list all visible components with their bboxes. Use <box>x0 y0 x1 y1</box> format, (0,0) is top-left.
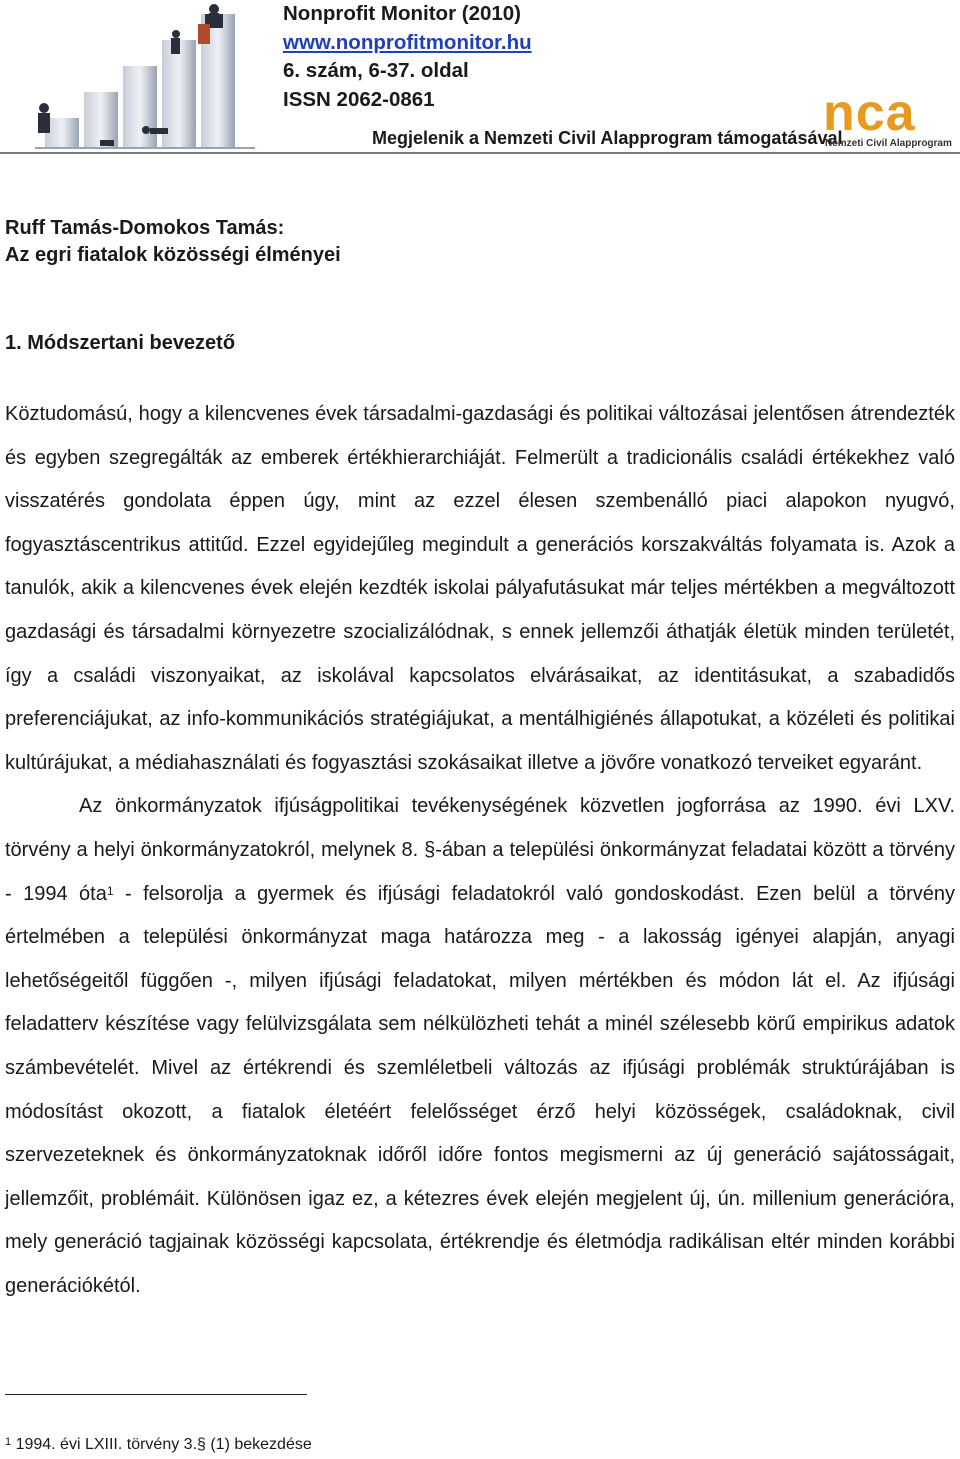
paragraph-1: Köztudomású, hogy a kilencvenes évek társadalmi-gazdasági és politikai változásai jelentősen átrendezték és egyben szegregálták az emberek értékhierarchiáját. Felmerült a tradicionális családi értékekhez való visszatérés gondolata éppen úgy, mint az ezzel élesen szembenálló piaci alapokon nyugvó, fogyasztáscentrikus attitűd. Ezzel egyidejűleg megindult a generációs korszakváltás folyamata is. Azok a tanulók, akik a kilencvenes évek elején kezdték iskolai pályafutásukat már teljes mértékben a megváltozott gazdasági és társadalmi környezetre szocializálódnak, s ennek jellemzői áthatják életük minden területét, így a családi viszonyaikat, az iskolával kapcsolatos elvárásaikat, az identitásukat, a szabadidős preferenciájukat, az info-kommunikációs stratégiájukat, a mentálhigiénés állapotukat, a közéleti és politikai kultúrájukat, a médiahasználati és fogyasztási szokásaikat illetve a jövőre vonatkozó terveiket egyaránt. <box>5 403 955 774</box>
footnote-reference[interactable]: 1 <box>106 883 114 898</box>
footnote-marker: 1 <box>5 1436 12 1448</box>
article-authors: Ruff Tamás-Domokos Tamás: <box>5 217 285 239</box>
issue-info: 6. szám, 6-37. oldal <box>283 59 469 82</box>
support-note: Megjelenik a Nemzeti Civil Alapprogram támogatásával <box>372 128 843 148</box>
footnote-divider <box>5 1394 307 1395</box>
article-title: Az egri fiatalok közösségi élményei <box>5 244 341 266</box>
nca-logo-text: nca <box>823 88 916 142</box>
journal-url-link[interactable]: www.nonprofitmonitor.hu <box>283 30 532 54</box>
article-body <box>5 393 955 1308</box>
nca-logo <box>820 88 960 150</box>
section-heading: 1. Módszertani bevezető <box>5 332 236 354</box>
issn: ISSN 2062-0861 <box>283 87 435 111</box>
journal-info <box>283 0 532 114</box>
journal-logo-illustration <box>0 0 270 150</box>
footnote-text: 1994. évi LXIII. törvény 3.§ (1) bekezdése <box>11 1436 312 1453</box>
header-divider <box>0 152 960 154</box>
journal-name: Nonprofit Monitor (2010) <box>283 2 522 25</box>
article-title-block <box>5 215 341 269</box>
nca-logo-subtext: Nemzeti Civil Alapprogram <box>825 138 952 149</box>
paragraph-2: Az önkormányzatok ifjúságpolitikai tevékenységének közvetlen jogforrása az 1990. évi LXV. törvény a helyi önkormányzatokról, melynek 8. §-ában a települési önkormányzat feladatai között a törvény - 1994 óta$^1$ - felsorolja a gyermek és ifjúsági feladatokról való gondoskodást. Ezen belül a törvény értelmében a települési önkormányzat maga határozza meg - a lakosság igényei alapján, anyagi lehetőségeitől függően -, milyen ifjúsági feladatokat, milyen mértékben és módon lát el. Az ifjúsági feladatterv készítése vagy felülvizsgálata sem nélkülözheti tehát a minél szélesebb körű empirikus adatok számbevételét. Mivel az értékrendi és szemléletbeli változás az ifjúsági problémák struktúrájában is módosítást okozott, a fiatalok életéért felelősséget érző helyi közösségek, családoknak, civil szervezeteknek és önkormányzatoknak időről időre fontos megismerni az új generáció sajátosságait, jellemzőit, problémáit. Különösen igaz ez, a kétezres évek elején megjelent új, ún. millenium generációra, mely generáció tagjainak közösségi kapcsolata, értékrendje és életmódja radikálisan eltér minden korábbi generációkétól. <box>5 795 955 1297</box>
page-header <box>0 0 960 155</box>
footnote <box>5 1436 312 1454</box>
